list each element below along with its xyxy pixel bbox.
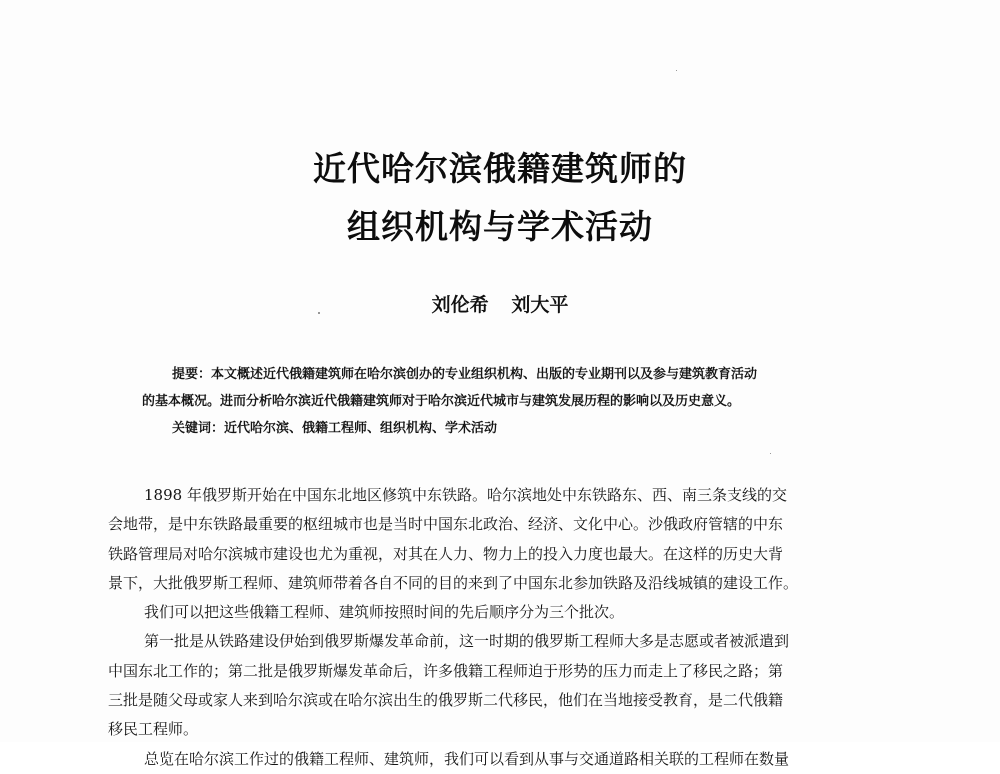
body-p1-line-1: 1898 年俄罗斯开始在中国东北地区修筑中东铁路。哈尔滨地处中东铁路东、西、南三条支线的交 [144,486,787,504]
abstract-text-1: 本文概述近代俄籍建筑师在哈尔滨创办的专业组织机构、出版的专业期刊以及参与建筑教育活动 [211,367,758,382]
author-2: 刘大平 [511,294,569,316]
body-p3-line-2: 中国东北工作的；第二批是俄罗斯爆发革命后，许多俄籍工程师迫于形势的压力而走上了移民之路；第 [108,661,784,680]
body-p3-line-1: 第一批是从铁路建设伊始到俄罗斯爆发革命前，这一时期的俄罗斯工程师大多是志愿或者被派遣到 [144,632,790,651]
body-p1-line-4: 景下，大批俄罗斯工程师、建筑师带着各自不同的目的来到了中国东北参加铁路及沿线城镇的建设工作。 [108,573,799,592]
abstract-label: 提要： [172,367,212,382]
authors [0,290,1000,317]
body-p2-line-1: 我们可以把这些俄籍工程师、建筑师按照时间的先后顺序分为三个批次。 [144,603,625,622]
scan-speck [676,70,677,71]
title-line-1: 近代哈尔滨俄籍建筑师的 [313,149,687,188]
keywords-label: 关键词： [172,421,225,436]
title-line-2: 组织机构与学术活动 [347,207,653,246]
body-p4-line-1: 总览在哈尔滨工作过的俄籍工程师、建筑师，我们可以看到从事与交通道路相关联的工程师在数量 [144,749,790,768]
body-p3-line-4: 移民工程师。 [108,720,199,739]
abstract-line-1 [142,361,862,388]
abstract-line-2: 的基本概况。进而分析哈尔滨近代俄籍建筑师对于哈尔滨近代城市与建筑发展历程的影响以及历史意义。 [142,394,741,409]
body-p3-line-3: 三批是随父母或家人来到哈尔滨或在哈尔滨出生的俄罗斯二代移民，他们在当地接受教育，是二代俄籍 [108,691,784,710]
abstract-block [142,361,862,442]
keywords-line [142,415,862,442]
keywords-text: 近代哈尔滨、俄籍工程师、组织机构、学术活动 [224,421,498,436]
body-p1-line-3: 铁路管理局对哈尔滨城市建设也尤为重视，对其在人力、物力上的投入力度也最大。在这样的历史大背 [108,544,784,563]
scan-speck [318,312,320,314]
body-p1-line-2: 会地带，是中东铁路最重要的枢纽城市也是当时中国东北政治、经济、文化中心。沙俄政府管辖的中东 [108,515,784,534]
body-text [108,481,896,774]
author-1: 刘伦希 [431,294,489,316]
scan-speck [770,453,771,454]
